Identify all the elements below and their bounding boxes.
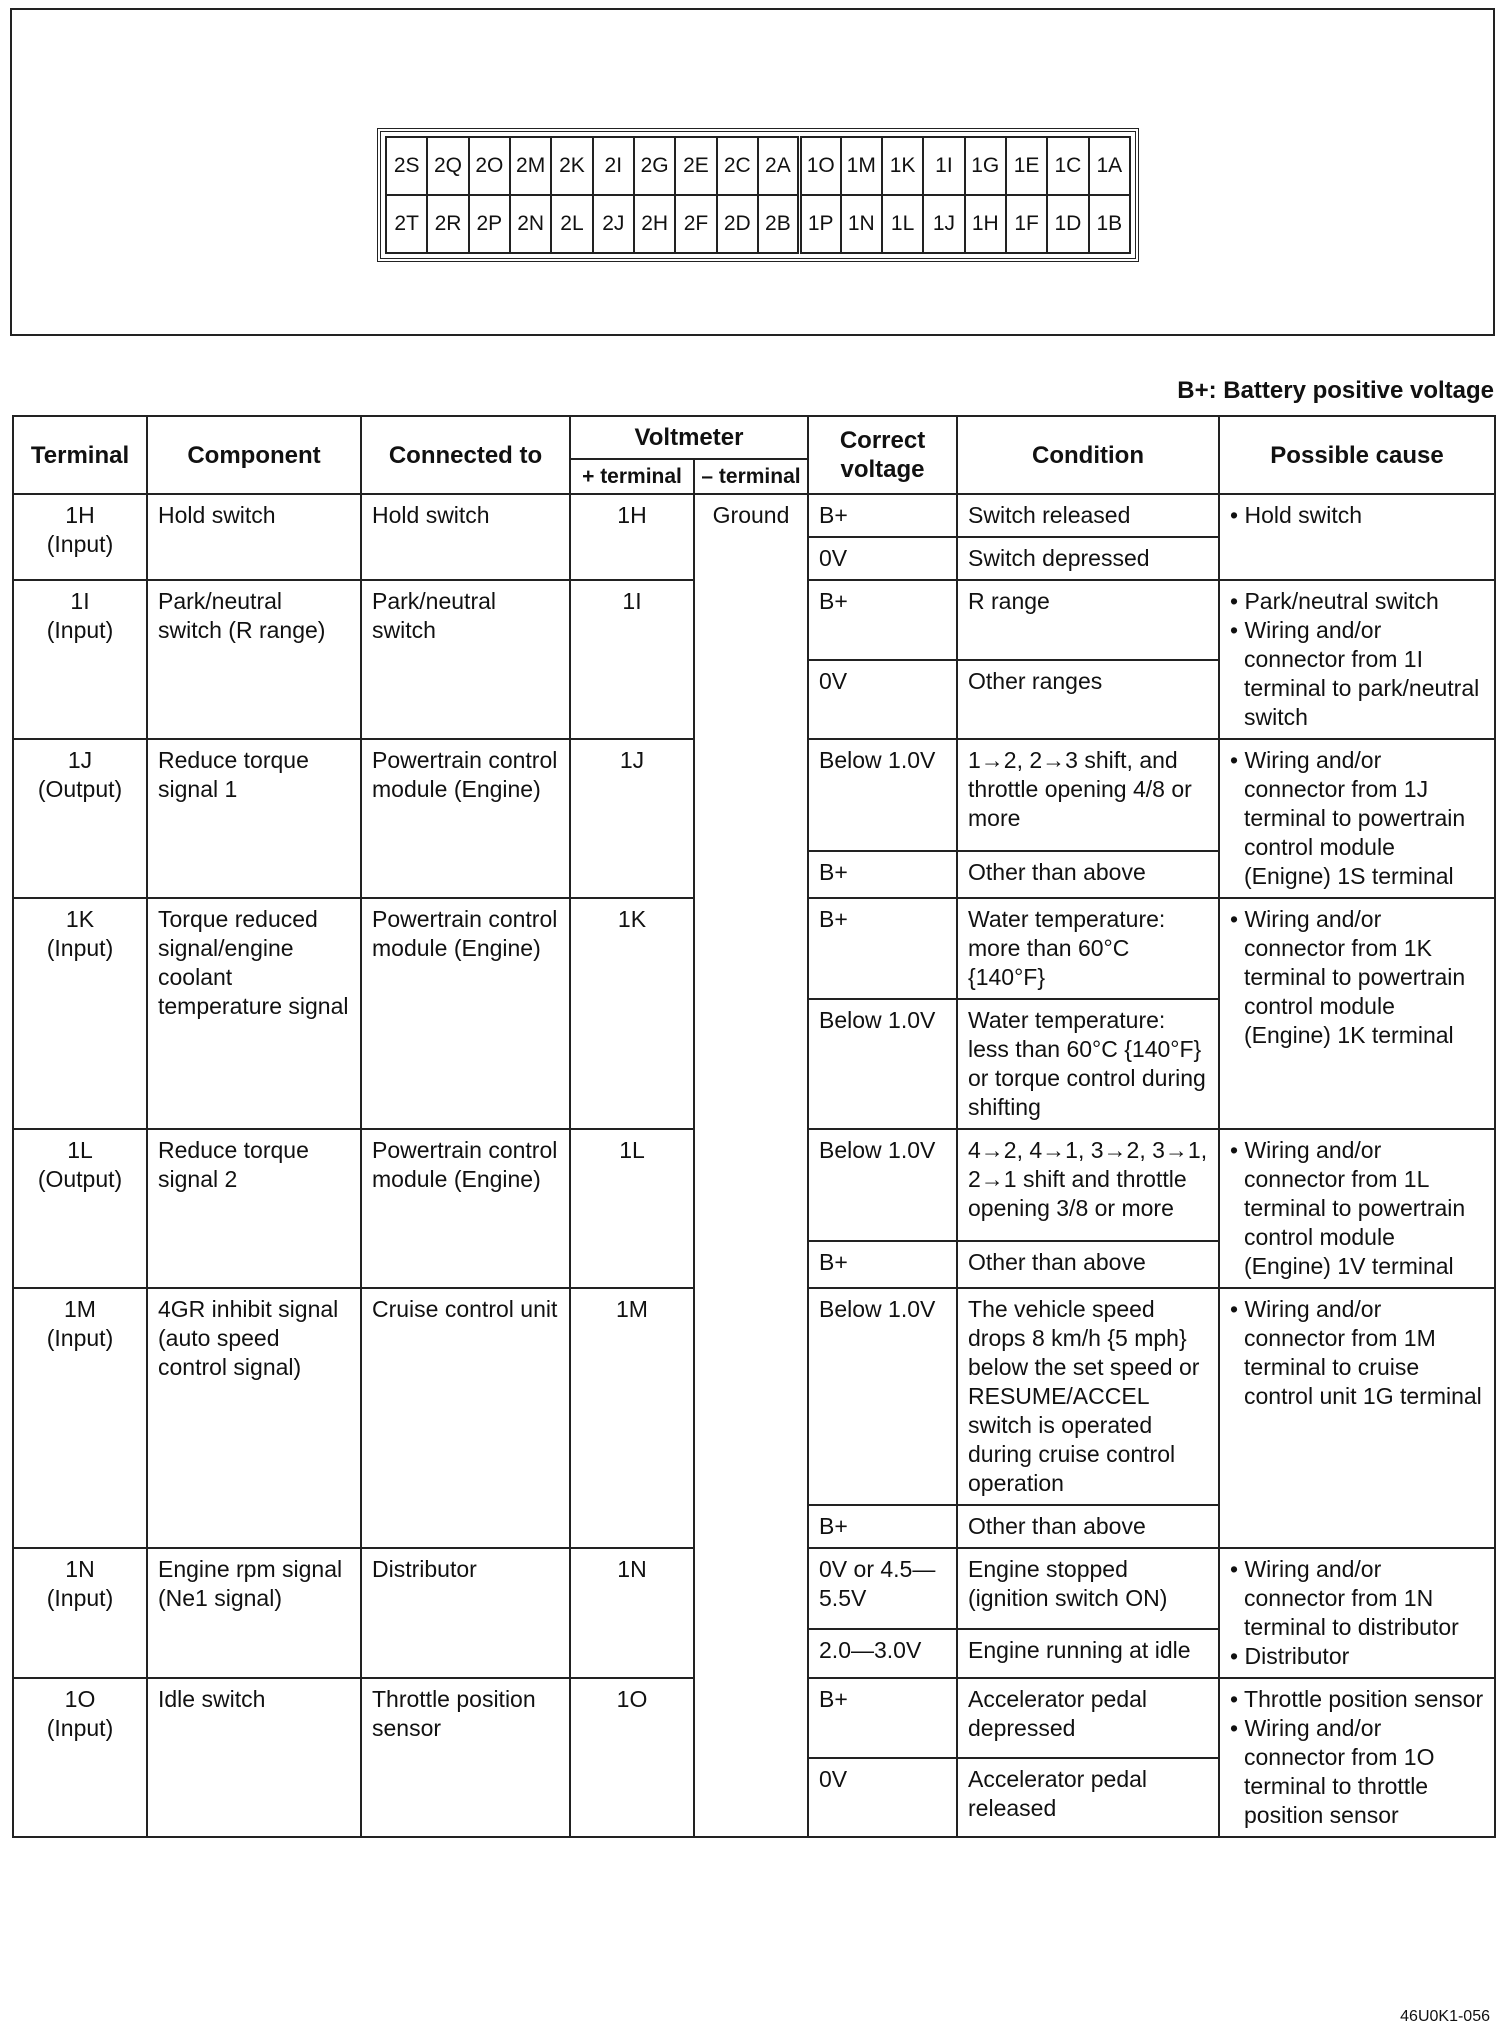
minus-terminal-cell [694, 580, 808, 739]
connector-pin: 2N [510, 195, 551, 253]
connector-pin: 1M [841, 137, 882, 195]
cause-item: • Park/neutral switch [1230, 587, 1484, 616]
connector-pin: 2H [634, 195, 675, 253]
connector-pin: 2E [675, 137, 716, 195]
correct-voltage-cell: 0V [808, 660, 957, 740]
condition-cell: Engine stopped (ignition switch ON) [957, 1548, 1219, 1629]
condition-cell: The vehicle speed drops 8 km/h {5 mph} below the set speed or RESUME/ACCEL switch is operated during cruise control operation [957, 1288, 1219, 1505]
terminal-direction: (Input) [46, 1585, 114, 1611]
table-row [13, 1678, 1495, 1758]
cause-item: • Hold switch [1230, 501, 1484, 530]
connector-pin: 2M [510, 137, 551, 195]
minus-terminal-cell: Ground [694, 494, 808, 580]
terminal-id: 1J [67, 747, 93, 773]
condition-cell: Accelerator pedal depressed [957, 1678, 1219, 1758]
connector-pin: 2G [634, 137, 675, 195]
minus-terminal-cell [694, 739, 808, 898]
connector-pin: 1E [1006, 137, 1047, 195]
condition-cell: Switch released [957, 494, 1219, 537]
correct-voltage-cell: Below 1.0V [808, 1288, 957, 1505]
cause-item: • Wiring and/or connector from 1I terminal to park/neutral switch [1230, 616, 1484, 732]
terminal-direction: (Output) [37, 776, 123, 802]
terminal-id: 1O [64, 1686, 96, 1712]
cause-item: • Wiring and/or connector from 1J terminal to powertrain control module (Enigne) 1S terminal [1230, 746, 1484, 891]
condition-cell: Engine running at idle [957, 1629, 1219, 1678]
terminal-cell [13, 1288, 147, 1548]
correct-voltage-cell: B+ [808, 580, 957, 660]
connector-pin: 2F [675, 195, 716, 253]
connector-pin: 2R [427, 195, 468, 253]
connected-to-cell: Powertrain control module (Engine) [361, 898, 570, 1129]
terminal-direction: (Input) [46, 935, 114, 961]
component-cell: Idle switch [147, 1678, 361, 1837]
condition-cell: Other than above [957, 851, 1219, 898]
terminal-cell [13, 1678, 147, 1837]
connector-pin: 1G [965, 137, 1006, 195]
correct-voltage-cell: B+ [808, 494, 957, 537]
connected-to-cell: Powertrain control module (Engine) [361, 739, 570, 898]
connector-pin: 2T [386, 195, 427, 253]
correct-voltage-cell: B+ [808, 851, 957, 898]
possible-cause-cell [1219, 898, 1495, 1129]
minus-terminal-cell [694, 1548, 808, 1678]
connector-pin: 1O [799, 137, 840, 195]
connector-pin: 1L [882, 195, 923, 253]
connector-pin: 1K [882, 137, 923, 195]
legend: B+: Battery positive voltage [1177, 377, 1494, 404]
condition-cell: Other than above [957, 1505, 1219, 1548]
plus-terminal-cell: 1I [570, 580, 694, 739]
connector-pin: 2A [758, 137, 799, 195]
plus-terminal-cell: 1H [570, 494, 694, 580]
connector-pin: 1B [1089, 195, 1130, 253]
correct-voltage-cell: B+ [808, 898, 957, 999]
connected-to-cell: Powertrain control module (Engine) [361, 1129, 570, 1288]
terminal-direction: (Input) [46, 617, 114, 643]
terminal-id: 1L [67, 1137, 93, 1163]
possible-cause-cell [1219, 1678, 1495, 1837]
connector-pin: 1F [1006, 195, 1047, 253]
minus-terminal-cell [694, 1129, 808, 1288]
condition-cell: Water temperature: less than 60°C {140°F} or torque control during shifting [957, 999, 1219, 1129]
table-row [13, 1548, 1495, 1629]
table-row [13, 494, 1495, 537]
connector-diagram-box [10, 8, 1495, 336]
correct-voltage-cell: B+ [808, 1241, 957, 1288]
plus-terminal-cell: 1N [570, 1548, 694, 1678]
plus-terminal-cell: 1M [570, 1288, 694, 1548]
possible-cause-cell [1219, 739, 1495, 898]
possible-cause-cell [1219, 1548, 1495, 1678]
table-row [13, 1129, 1495, 1241]
plus-terminal-cell: 1J [570, 739, 694, 898]
plus-terminal-cell: 1O [570, 1678, 694, 1837]
connector-pin: 2Q [427, 137, 468, 195]
minus-terminal-cell [694, 898, 808, 1129]
connected-to-cell: Cruise control unit [361, 1288, 570, 1548]
correct-voltage-cell: 0V [808, 1758, 957, 1838]
correct-voltage-cell: 0V or 4.5—5.5V [808, 1548, 957, 1629]
terminal-cell [13, 494, 147, 580]
terminal-cell [13, 898, 147, 1129]
correct-voltage-cell: 0V [808, 537, 957, 580]
figure-id: 46U0K1-056 [1400, 2008, 1490, 2025]
connector-pin: 1A [1089, 137, 1130, 195]
table-row [13, 898, 1495, 999]
correct-voltage-cell: Below 1.0V [808, 1129, 957, 1241]
connector-diagram [377, 128, 1139, 262]
cause-item: • Wiring and/or connector from 1N terminal to distributor [1230, 1555, 1484, 1642]
connector-pin: 2K [551, 137, 592, 195]
header-terminal: Terminal [13, 416, 147, 494]
connector-pin: 2S [386, 137, 427, 195]
cause-item: • Wiring and/or connector from 1L terminal to powertrain control module (Engine) 1V terminal [1230, 1136, 1484, 1281]
header-plus-terminal: + terminal [570, 459, 694, 494]
terminal-id: 1K [65, 906, 95, 932]
component-cell: Reduce torque signal 1 [147, 739, 361, 898]
terminal-voltage-table [12, 415, 1496, 1838]
component-cell: 4GR inhibit signal (auto speed control signal) [147, 1288, 361, 1548]
connector-pin: 2J [593, 195, 634, 253]
condition-cell: Accelerator pedal released [957, 1758, 1219, 1838]
possible-cause-cell [1219, 494, 1495, 580]
connector-row [386, 195, 1130, 253]
terminal-cell [13, 580, 147, 739]
table-row [13, 580, 1495, 660]
header-correct-voltage: Correct voltage [808, 416, 957, 494]
table-row [13, 739, 1495, 851]
connector-pin: 2O [469, 137, 510, 195]
cause-item: • Wiring and/or connector from 1O terminal to throttle position sensor [1230, 1714, 1484, 1830]
terminal-direction: (Output) [37, 1166, 123, 1192]
plus-terminal-cell: 1K [570, 898, 694, 1129]
terminal-id: 1N [65, 1556, 95, 1582]
correct-voltage-cell: Below 1.0V [808, 999, 957, 1129]
terminal-direction: (Input) [46, 1715, 114, 1741]
possible-cause-cell [1219, 1129, 1495, 1288]
minus-terminal-cell [694, 1678, 808, 1837]
terminal-direction: (Input) [46, 1325, 114, 1351]
terminal-cell [13, 1129, 147, 1288]
cause-item: • Throttle position sensor [1230, 1685, 1484, 1714]
connector-pin: 2L [551, 195, 592, 253]
condition-cell: Other ranges [957, 660, 1219, 740]
component-cell: Park/neutral switch (R range) [147, 580, 361, 739]
connector-pin: 1D [1047, 195, 1088, 253]
connector-pin: 1C [1047, 137, 1088, 195]
cause-item: • Wiring and/or connector from 1K terminal to powertrain control module (Engine) 1K terminal [1230, 905, 1484, 1050]
connector-pin: 1I [923, 137, 964, 195]
header-connected-to: Connected to [361, 416, 570, 494]
condition-cell: Switch depressed [957, 537, 1219, 580]
plus-terminal-cell: 1L [570, 1129, 694, 1288]
terminal-id: 1H [65, 502, 95, 528]
terminal-direction: (Input) [46, 531, 114, 557]
connector-pin: 1J [923, 195, 964, 253]
component-cell: Engine rpm signal (Ne1 signal) [147, 1548, 361, 1678]
possible-cause-cell [1219, 1288, 1495, 1548]
correct-voltage-cell: 2.0—3.0V [808, 1629, 957, 1678]
connector-pin: 2I [593, 137, 634, 195]
header-minus-terminal: – terminal [694, 459, 808, 494]
component-cell: Reduce torque signal 2 [147, 1129, 361, 1288]
correct-voltage-cell: Below 1.0V [808, 739, 957, 851]
correct-voltage-cell: B+ [808, 1505, 957, 1548]
connected-to-cell: Park/neutral switch [361, 580, 570, 739]
connector-pin: 2P [469, 195, 510, 253]
condition-cell: R range [957, 580, 1219, 660]
terminal-id: 1I [70, 588, 90, 614]
correct-voltage-cell: B+ [808, 1678, 957, 1758]
connector-pin-grid [385, 136, 1131, 254]
minus-terminal-cell [694, 1288, 808, 1548]
condition-cell: 4→2, 4→1, 3→2, 3→1, 2→1 shift and throttle opening 3/8 or more [957, 1129, 1219, 1241]
connector-row [386, 137, 1130, 195]
table-row [13, 1288, 1495, 1505]
connector-pin: 1H [965, 195, 1006, 253]
connector-pin: 1N [841, 195, 882, 253]
cause-item: • Distributor [1230, 1642, 1484, 1671]
header-component: Component [147, 416, 361, 494]
cause-item: • Wiring and/or connector from 1M terminal to cruise control unit 1G terminal [1230, 1295, 1484, 1411]
connected-to-cell: Hold switch [361, 494, 570, 580]
terminal-cell [13, 1548, 147, 1678]
connector-pin: 2C [717, 137, 758, 195]
component-cell: Hold switch [147, 494, 361, 580]
terminal-cell [13, 739, 147, 898]
connected-to-cell: Throttle position sensor [361, 1678, 570, 1837]
connected-to-cell: Distributor [361, 1548, 570, 1678]
possible-cause-cell [1219, 580, 1495, 739]
header-condition: Condition [957, 416, 1219, 494]
header-possible-cause: Possible cause [1219, 416, 1495, 494]
terminal-id: 1M [64, 1296, 96, 1322]
connector-pin: 1P [799, 195, 840, 253]
header-voltmeter: Voltmeter [570, 416, 808, 459]
condition-cell: 1→2, 2→3 shift, and throttle opening 4/8 or more [957, 739, 1219, 851]
component-cell: Torque reduced signal/engine coolant temperature signal [147, 898, 361, 1129]
connector-pin: 2D [717, 195, 758, 253]
condition-cell: Other than above [957, 1241, 1219, 1288]
connector-pin: 2B [758, 195, 799, 253]
condition-cell: Water temperature: more than 60°C {140°F} [957, 898, 1219, 999]
